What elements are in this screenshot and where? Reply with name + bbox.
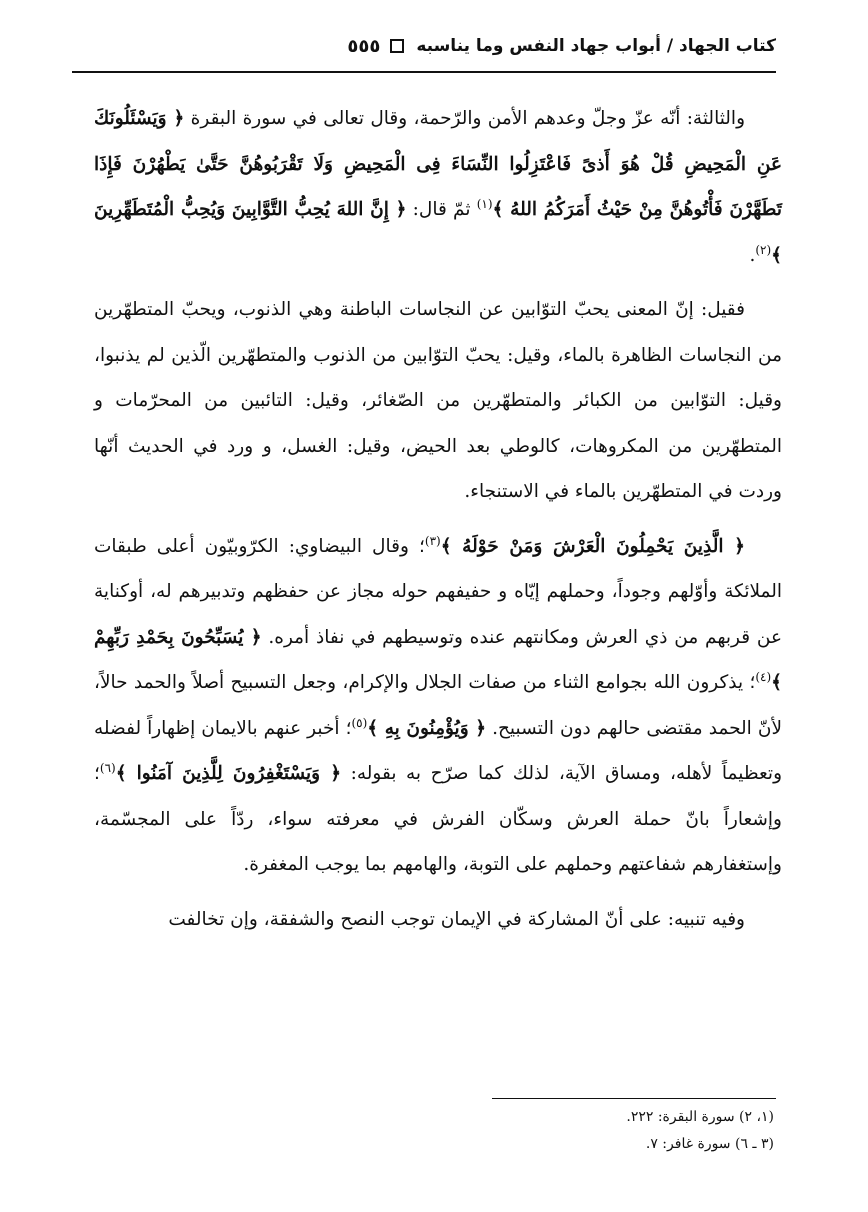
footnote-rule — [492, 1098, 776, 1099]
footnote-ref: (٢) — [755, 242, 772, 257]
quran-verse: ﴿ الَّذِينَ يَحْمِلُونَ الْعَرْشَ وَمَنْ حَوْلَهُ ﴾ — [440, 535, 745, 557]
paragraph-note: وفيه تنبيه: على أنّ المشاركة في الإيمان توجب النصح والشفقة، وإن تخالفت — [168, 908, 745, 930]
running-header — [78, 30, 776, 62]
main-text — [94, 96, 782, 951]
paragraph-interpretations: فقيل: إنّ المعنى يحبّ التوّابين عن النجاسات الباطنة وهي الذنوب، ويحبّ المتطهّرين من النجاسات الظاهرة بالماء، وقيل: يحبّ التوّابين من الذنوب والمتطهّرين الّذين لم يذنبوا، وقيل: التوّابين من الكبائر والمتطهّرين من الصّغائر، وقيل: التائبين من المحرّمات و المتطهّرين من المكروهات، كالوطي بعد الحيض، وقيل: الغسل، و ورد في الحديث أنّها وردت في المتطهّرين بالماء في الاستنجاء. — [94, 299, 782, 502]
paragraph-text: والثالثة: أنّه عزّ وجلّ وعدهم الأمن والرّحمة، وقال تعالى في سورة البقرة — [190, 108, 745, 129]
quran-verse: ﴿ وَيَسْئَلُونَكَ عَنِ الْمَحِيضِ قُلْ هُوَ أَذىً فَاعْتَزِلُوا النِّسَاءَ فِى الْمَحِيضِ وَلَا تَقْرَبُوهُنَّ حَتَّىٰ يَطْهُرْنَ فَإِذَا تَطَهَّرْنَ فَأْتُوهُنَّ مِنْ حَيْثُ أَمَرَكُمُ اللهُ ﴾ — [94, 108, 783, 220]
footnotes — [374, 1104, 774, 1158]
paragraph-third-point — [94, 96, 782, 278]
paragraph-text: ؛ وقال البيضاوي: الكرّوبيّون أعلى طبقات الملائكة وأوّلهم وجوداً، وحملهم إيّاه و حفيفهم حوله مجاز عن حفظهم وتدبيرهم له، أوكناية عن قربهم من ذي العرش ومكانتهم عنده وتوسيطهم في نفاذ أمره. — [94, 535, 782, 648]
quran-verse: ﴿ إِنَّ اللهَ يُحِبُّ التَّوَّابِينَ وَيُحِبُّ الْمُتَطَهِّرِينَ ﴾ — [94, 199, 782, 266]
header-rule — [72, 71, 776, 73]
footnote-item: (١، ٢) سورة البقرة: ٢٢٢. — [626, 1109, 774, 1125]
footnote-ref: (١) — [476, 196, 493, 211]
quran-verse: ﴿ وَيُؤْمِنُونَ بِهِ ﴾ — [367, 717, 487, 739]
quran-verse: ﴿ يُسَبِّحُونَ بِحَمْدِ رَبِّهِمْ ﴾ — [94, 626, 782, 693]
quran-verse: ﴿ وَيَسْتَغْفِرُونَ لِلَّذِينَ آمَنُوا ﴾ — [115, 763, 342, 784]
paragraph-text: . — [749, 244, 756, 266]
footnote-ref: (٦) — [99, 760, 116, 775]
footnote-ref: (٤) — [755, 669, 772, 684]
paragraph-text: ؛ يذكرون الله بجوامع الثناء من صفات الجلال والإكرام، وجعل التسبيح أصلاً والحمد حالاً، لأنّ الحمد مقتضى حالهم دون التسبيح. — [94, 672, 782, 739]
paragraph-text: ؛ وإشعاراً بانّ حملة العرش وسكّان الفرش في معرفته سواء، ردّاً على المجسّمة، وإستغفارهم شفاعتهم وحملهم على التوبة، والهامهم بما يوجب المغفرة. — [94, 763, 782, 875]
paragraph-text: ثمّ قال: — [406, 199, 477, 220]
paragraph-text: ؛ أخبر عنهم بالايمان إظهاراً لفضله وتعظيماً لأهله، ومساق الآية، لذلك كما صرّح به بقوله: — [94, 717, 783, 784]
footnote-item: (٣ ـ ٦) سورة غافر: ٧. — [645, 1136, 774, 1152]
running-header-title: كتاب الجهاد / أبواب جهاد النفس وما يناسبه — [416, 36, 776, 56]
footnote-ref: (٥) — [351, 715, 368, 730]
paragraph-throne-bearers — [94, 524, 782, 888]
footnote-ref: (٣) — [424, 533, 441, 548]
page-number: ٥٥٥ — [347, 35, 381, 57]
header-separator-box — [390, 39, 404, 53]
